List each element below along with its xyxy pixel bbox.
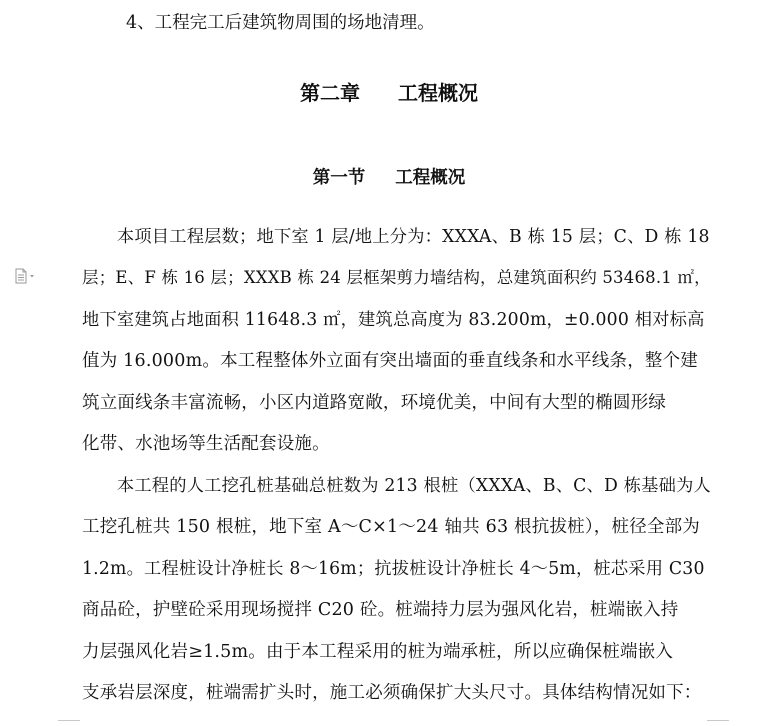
list-item-4: 4、工程完工后建筑物周围的场地清理。 <box>126 13 435 33</box>
paragraph-line: 本项目工程层数；地下室 1 层/地上分为：XXXA、B 栋 15 层；C、D 栋 18 <box>82 227 710 247</box>
paragraph-line: 值为 16.000m。本工程整体外立面有突出墙面的垂直线条和水平线条，整个建 <box>82 351 698 371</box>
paragraph-line: 地下室建筑占地面积 11648.3 ㎡，建筑总高度为 83.200m，±0.000 相对标高 <box>82 310 705 330</box>
paragraph-line: 力层强风化岩≥1.5m。由于本工程采用的桩为端承桩，所以应确保桩端嵌入 <box>82 642 674 662</box>
paragraph-line: 筑立面线条丰富流畅，小区内道路宽敞，环境优美，中间有大型的椭圆形绿 <box>82 393 667 413</box>
chapter-number: 第二章 <box>300 81 360 105</box>
section-heading <box>0 166 778 190</box>
chapter-heading <box>0 80 778 106</box>
paragraph-line: 商品砼，护壁砼采用现场搅拌 C20 砼。桩端持力层为强风化岩，桩端嵌入持 <box>82 600 679 620</box>
page-corner-mark-right <box>707 720 729 721</box>
document-icon[interactable] <box>14 268 40 284</box>
chapter-title: 工程概况 <box>398 81 478 105</box>
paragraph-line: 本工程的人工挖孔桩基础总桩数为 213 根桩（XXXA、B、C、D 栋基础为人 <box>82 476 711 496</box>
paragraph-line: 支承岩层深度，桩端需扩头时，施工必须确保扩大头尺寸。具体结构情况如下： <box>82 683 702 703</box>
paragraph-line: 1.2m。工程桩设计净桩长 8～16m；抗拔桩设计净桩长 4～5m，桩芯采用 C30 <box>82 559 705 579</box>
paragraph-line: 工挖孔桩共 150 根桩，地下室 A～C×1～24 轴共 63 根抗拔桩），桩径全部为 <box>82 517 700 537</box>
paragraph-line: 层；E、F 栋 16 层；XXXB 栋 24 层框架剪力墙结构，总建筑面积约 53468.1 ㎡， <box>82 268 711 287</box>
page-corner-mark-left <box>58 720 80 721</box>
paragraph-line: 化带、水池场等生活配套设施。 <box>82 434 330 454</box>
section-number: 第一节 <box>312 168 366 188</box>
section-title: 工程概况 <box>395 168 466 188</box>
